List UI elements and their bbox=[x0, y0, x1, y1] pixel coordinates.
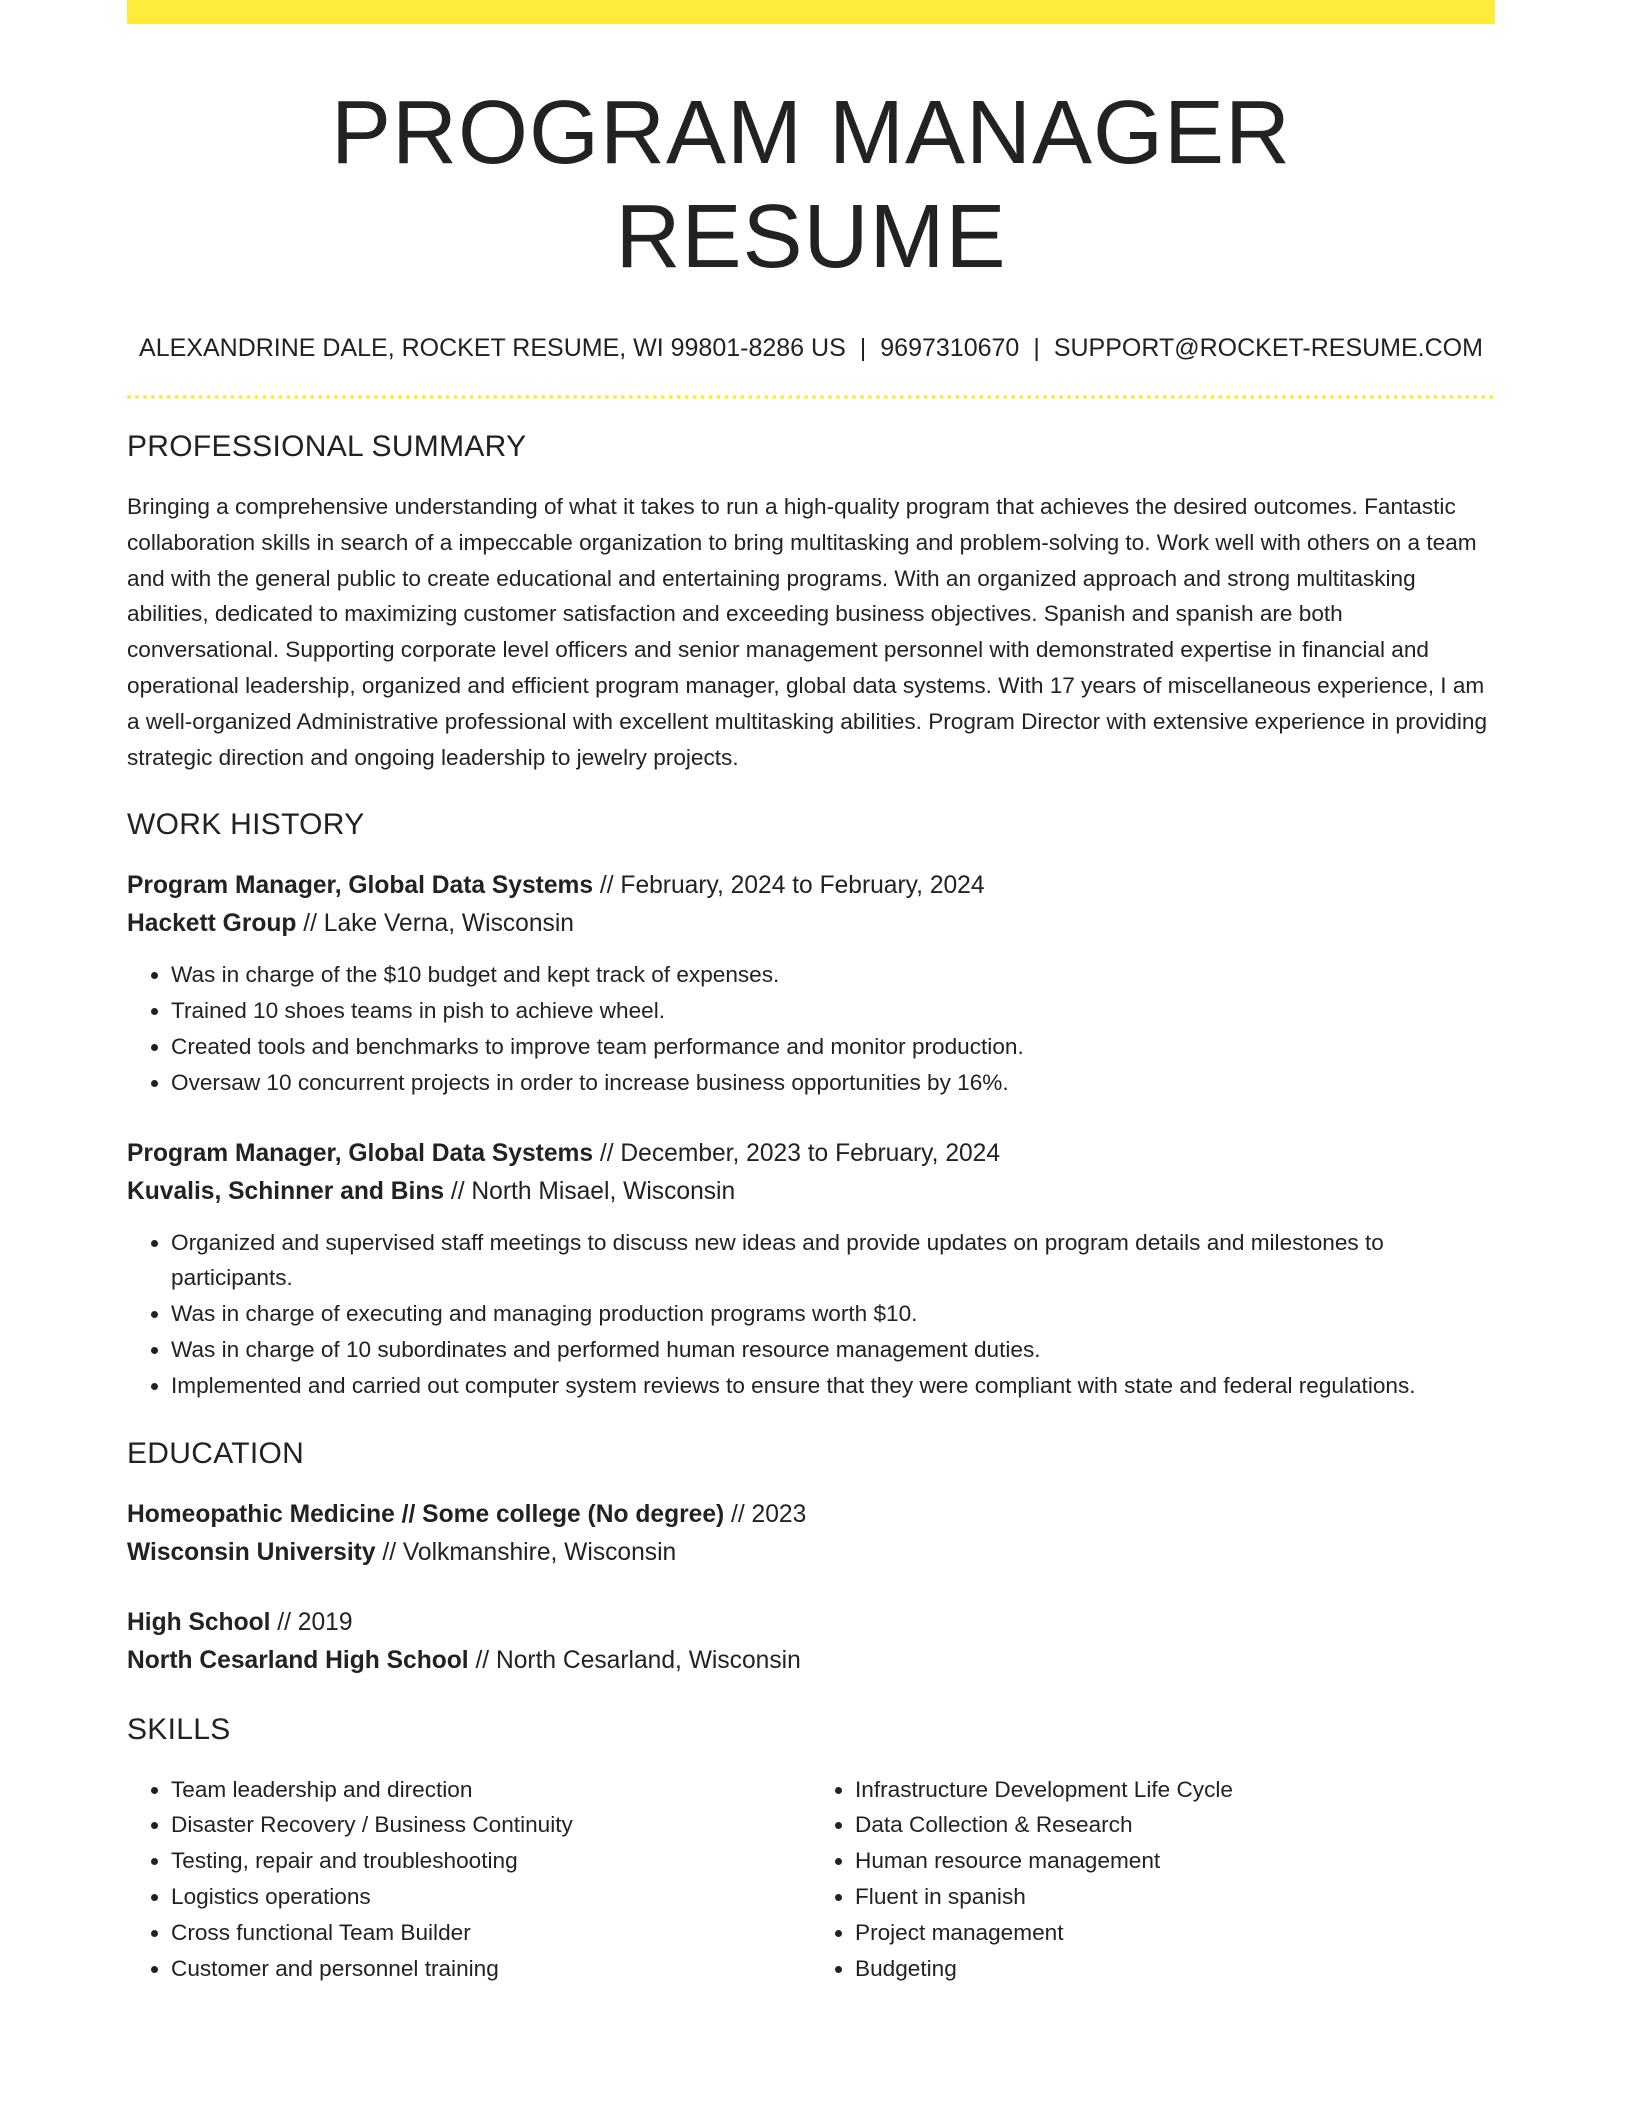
education-degree: Homeopathic Medicine // Some college (No degree) bbox=[127, 1500, 725, 1528]
job-title: Program Manager, Global Data Systems bbox=[127, 872, 594, 900]
education-degree: High School bbox=[127, 1608, 271, 1636]
section-heading-work-history: WORK HISTORY bbox=[127, 808, 365, 842]
list-item: • Infrastructure Development Life Cycle bbox=[855, 1772, 1495, 1808]
education-school-line bbox=[127, 1642, 1495, 1680]
list-item: • Created tools and benchmarks to improve team performance and monitor production. bbox=[171, 1029, 1495, 1065]
job-title-line bbox=[127, 1135, 1495, 1173]
education-degree-line bbox=[127, 1604, 1495, 1642]
job-dates: // December, 2023 to February, 2024 bbox=[593, 1139, 1001, 1167]
header-accent-bar bbox=[127, 0, 1495, 24]
job-location: // Lake Verna, Wisconsin bbox=[296, 910, 574, 938]
job-title-line bbox=[127, 867, 1495, 905]
resume-page bbox=[127, 24, 1495, 1986]
summary-text: Bringing a comprehensive understanding of what it takes to run a high-quality program that achieves the desired outcomes. Fantastic collaboration skills in search of a impeccable organization to bring multitasking and problem-solving to. Work well with others on a team and with the general public to create educational and entertaining programs. With an organized approach and strong multitasking abilities, dedicated to maximizing customer satisfaction and exceeding business objectives. Spanish and spanish are both conversational. Supporting corporate level officers and senior management personnel with demonstrated expertise in financial and operational leadership, organized and efficient program manager, global data systems. With 17 years of miscellaneous experience, I am a well-organized Administrative professional with excellent multitasking abilities. Program Director with extensive experience in providing strategic direction and ongoing leadership to jewelry projects. bbox=[127, 494, 1488, 770]
list-item: • Logistics operations bbox=[171, 1879, 811, 1915]
job-entry bbox=[127, 1135, 1495, 1404]
job-dates: // February, 2024 to February, 2024 bbox=[593, 872, 985, 900]
job-company: Hackett Group bbox=[127, 910, 297, 938]
education-year: // 2019 bbox=[270, 1608, 353, 1636]
list-item: • Disaster Recovery / Business Continuity bbox=[171, 1807, 811, 1843]
contact-email: SUPPORT@ROCKET-RESUME.COM bbox=[1053, 334, 1483, 362]
skills-list-right bbox=[811, 1772, 1495, 1987]
job-bullet-list bbox=[127, 957, 1495, 1100]
list-item: • Was in charge of executing and managing production programs worth $10. bbox=[171, 1296, 1495, 1332]
list-item: • Trained 10 shoes teams in pish to achieve wheel. bbox=[171, 993, 1495, 1029]
dotted-divider bbox=[127, 395, 1495, 399]
job-company: Kuvalis, Schinner and Bins bbox=[127, 1177, 445, 1205]
education-entry bbox=[127, 1496, 1495, 1572]
education-location: // North Cesarland, Wisconsin bbox=[468, 1646, 801, 1674]
job-company-line bbox=[127, 905, 1495, 943]
education-location: // Volkmanshire, Wisconsin bbox=[375, 1538, 677, 1566]
list-item: • Organized and supervised staff meetings to discuss new ideas and provide updates on program details and milestones to participants. bbox=[171, 1225, 1495, 1297]
education-year: // 2023 bbox=[724, 1500, 807, 1528]
job-bullet-list bbox=[127, 1225, 1495, 1404]
list-item: • Budgeting bbox=[855, 1951, 1495, 1987]
list-item: • Team leadership and direction bbox=[171, 1772, 811, 1808]
list-item: • Human resource management bbox=[855, 1843, 1495, 1879]
education-school-line bbox=[127, 1534, 1495, 1572]
list-item: • Implemented and carried out computer system reviews to ensure that they were compliant with state and federal regulations. bbox=[171, 1368, 1495, 1404]
skills-grid bbox=[127, 1756, 1495, 1987]
page-title: PROGRAM MANAGER RESUME bbox=[330, 83, 1292, 287]
education-school: Wisconsin University bbox=[127, 1538, 376, 1566]
list-item: • Oversaw 10 concurrent projects in order to increase business opportunities by 16%. bbox=[171, 1065, 1495, 1101]
job-title: Program Manager, Global Data Systems bbox=[127, 1139, 594, 1167]
list-item: • Customer and personnel training bbox=[171, 1951, 811, 1987]
job-entry bbox=[127, 867, 1495, 1100]
education-school: North Cesarland High School bbox=[127, 1646, 469, 1674]
list-item: • Fluent in spanish bbox=[855, 1879, 1495, 1915]
list-item: • Project management bbox=[855, 1915, 1495, 1951]
job-company-line bbox=[127, 1173, 1495, 1211]
education-degree-line bbox=[127, 1496, 1495, 1534]
list-item: • Was in charge of the $10 budget and kept track of expenses. bbox=[171, 957, 1495, 993]
list-item: • Data Collection & Research bbox=[855, 1807, 1495, 1843]
section-heading-summary: PROFESSIONAL SUMMARY bbox=[127, 430, 527, 463]
education-entry bbox=[127, 1604, 1495, 1680]
section-heading-skills: SKILLS bbox=[127, 1712, 231, 1746]
list-item: • Was in charge of 10 subordinates and performed human resource management duties. bbox=[171, 1332, 1495, 1368]
contact-phone: 9697310670 bbox=[880, 334, 1020, 362]
contact-address: ALEXANDRINE DALE, ROCKET RESUME, WI 99801-8286 US bbox=[139, 334, 846, 362]
list-item: • Testing, repair and troubleshooting bbox=[171, 1843, 811, 1879]
contact-separator: | bbox=[859, 334, 867, 362]
job-location: // North Misael, Wisconsin bbox=[444, 1177, 736, 1205]
skills-list-left bbox=[127, 1772, 811, 1987]
list-item: • Cross functional Team Builder bbox=[171, 1915, 811, 1951]
section-heading-education: EDUCATION bbox=[127, 1436, 305, 1470]
contact-line bbox=[127, 331, 1495, 365]
contact-separator: | bbox=[1033, 334, 1040, 362]
